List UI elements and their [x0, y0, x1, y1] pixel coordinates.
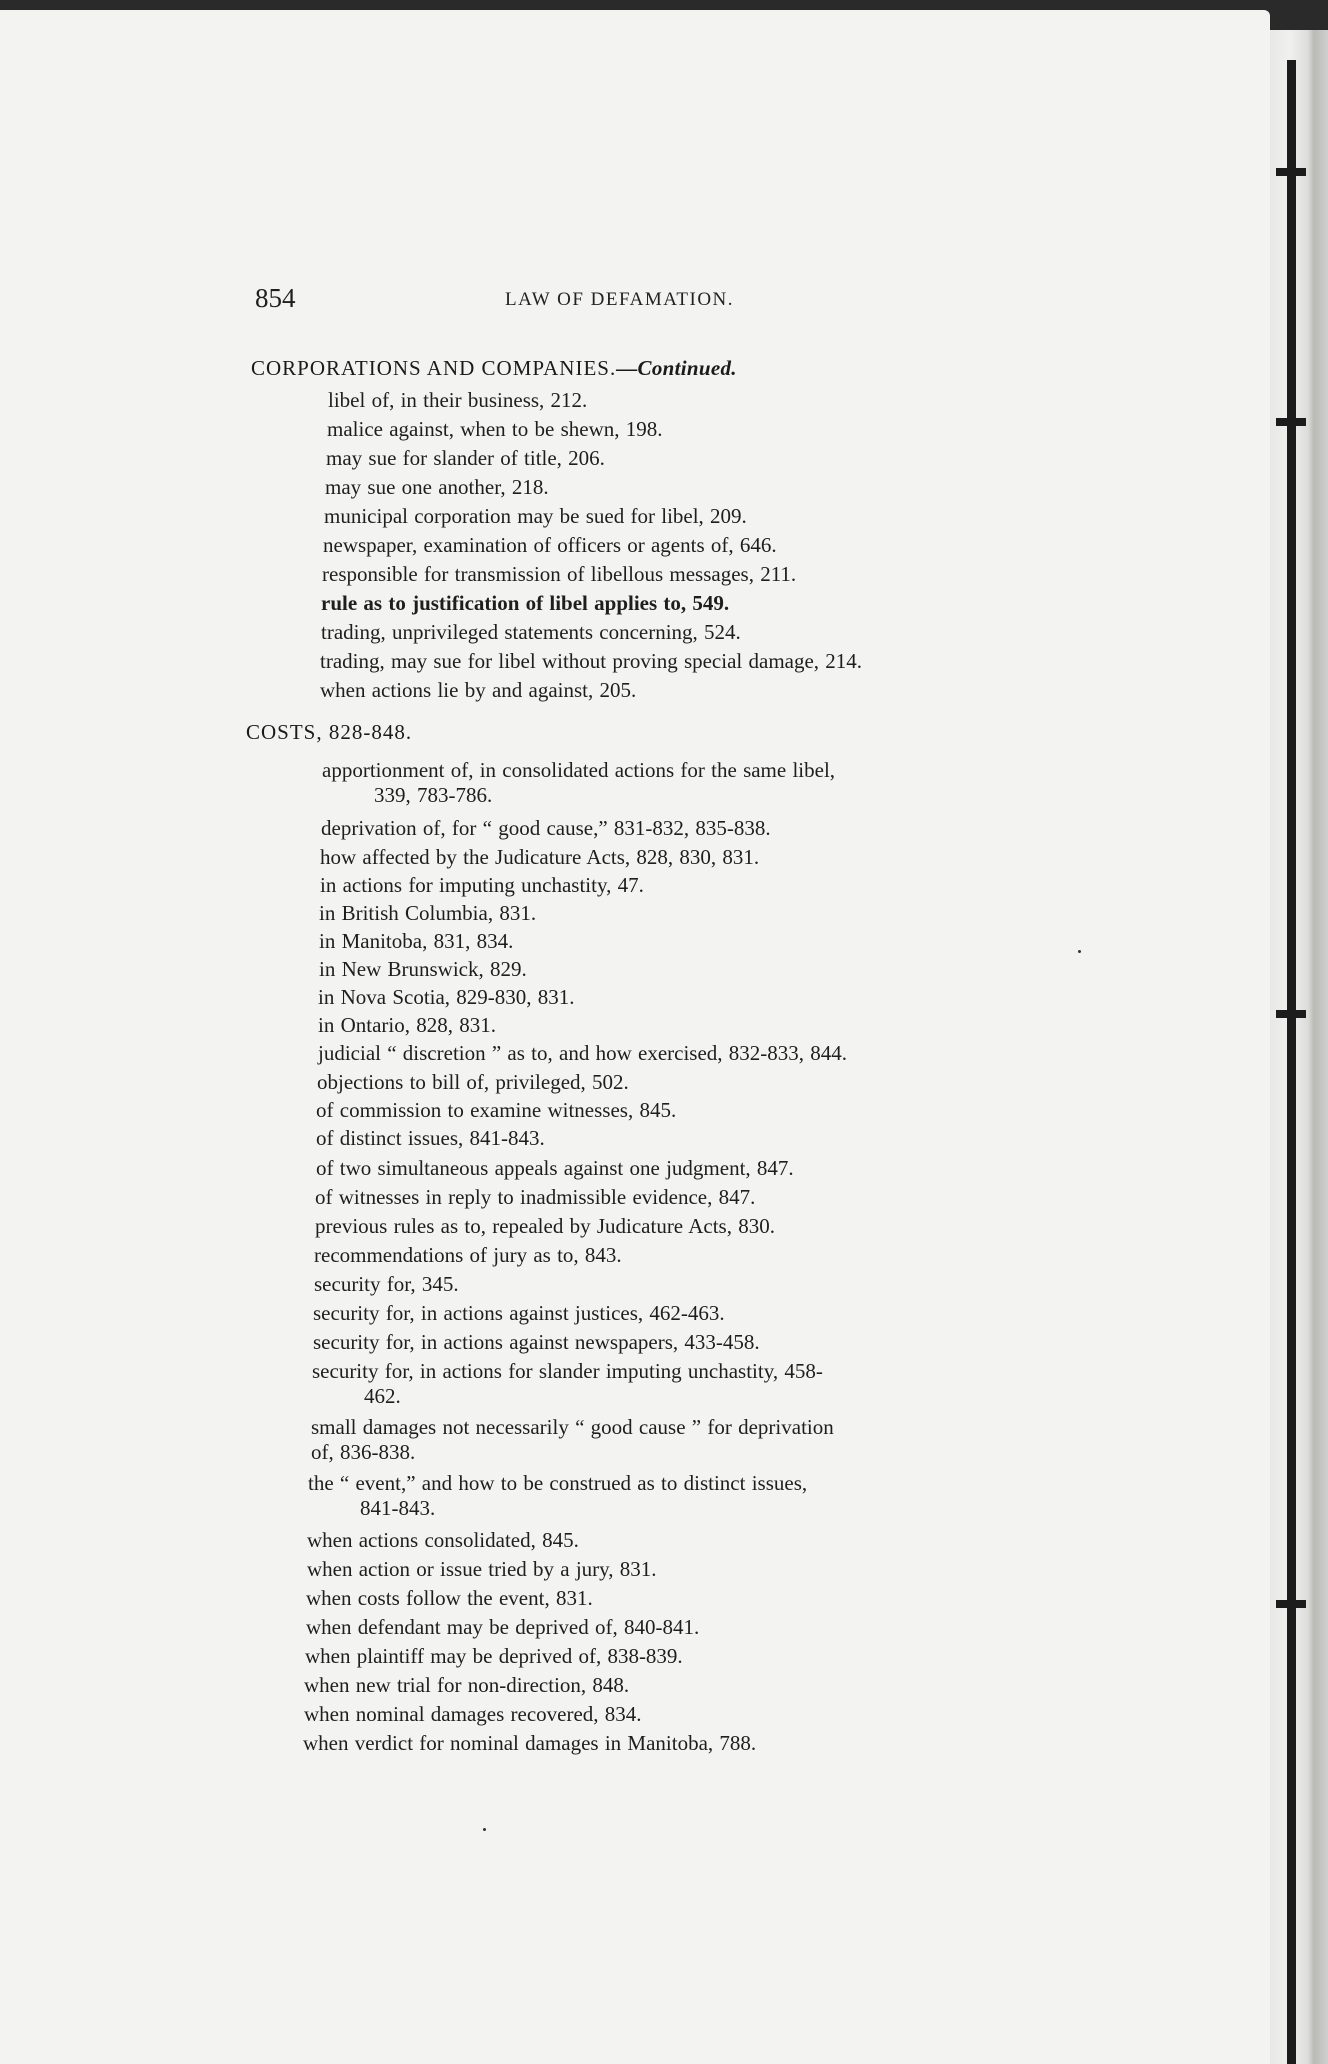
index-entry: deprivation of, for “ good cause,” 831-832, 835-838.: [321, 816, 771, 840]
running-head: [0, 283, 1270, 323]
index-entry: of distinct issues, 841-843.: [316, 1126, 545, 1150]
index-entry: [312, 1359, 823, 1409]
index-entry: security for, in actions against newspapers, 433-458.: [313, 1330, 760, 1354]
index-entry: when new trial for non-direction, 848.: [304, 1673, 630, 1697]
index-entry: when defendant may be deprived of, 840-841.: [306, 1615, 700, 1639]
ink-speck: [483, 1828, 486, 1831]
index-entry: malice against, when to be shewn, 198.: [327, 417, 663, 441]
running-title: LAW OF DEFAMATION.: [505, 289, 735, 310]
index-entry: objections to bill of, privileged, 502.: [317, 1070, 629, 1094]
index-entry: security for, 345.: [314, 1272, 459, 1296]
index-entry: may sue one another, 218.: [325, 475, 549, 499]
index-entry: when verdict for nominal damages in Manitoba, 788.: [303, 1731, 757, 1755]
index-entry: in New Brunswick, 829.: [319, 957, 527, 981]
index-entry: [308, 1471, 807, 1521]
continued-label: —Continued.: [616, 356, 737, 380]
index-entry: in Manitoba, 831, 834.: [319, 929, 514, 953]
entry-continuation: 841-843.: [360, 1496, 436, 1520]
book-spine: [1270, 30, 1328, 2064]
index-entry: when action or issue tried by a jury, 831.: [307, 1557, 657, 1581]
index-entry: may sue for slander of title, 206.: [326, 446, 605, 470]
index-entry: how affected by the Judicature Acts, 828, 830, 831.: [320, 845, 760, 869]
entry-continuation: 462.: [364, 1384, 401, 1408]
spine-band: [1276, 1600, 1306, 1608]
index-entry: recommendations of jury as to, 843.: [314, 1243, 622, 1267]
index-entry: security for, in actions against justices, 462-463.: [313, 1301, 725, 1325]
index-entry: of two simultaneous appeals against one judgment, 847.: [316, 1156, 794, 1180]
index-entry: municipal corporation may be sued for libel, 209.: [324, 504, 747, 528]
index-entry: responsible for transmission of libellous messages, 211.: [322, 562, 797, 586]
index-entry: in actions for imputing unchastity, 47.: [320, 873, 644, 897]
index-entry: judicial “ discretion ” as to, and how exercised, 832-833, 844.: [318, 1041, 848, 1065]
entry-continuation: of, 836-838.: [311, 1440, 416, 1464]
index-entry: when costs follow the event, 831.: [306, 1586, 593, 1610]
spine-band: [1276, 1010, 1306, 1018]
index-entry: when plaintiff may be deprived of, 838-839.: [305, 1644, 683, 1668]
index-entry: in British Columbia, 831.: [319, 901, 537, 925]
section-heading-costs: COSTS, 828-848.: [246, 720, 413, 744]
index-entry: when nominal damages recovered, 834.: [304, 1702, 642, 1726]
entry-text: the “ event,” and how to be construed as to distinct issues,: [308, 1471, 808, 1495]
section-heading-corporations: [251, 356, 737, 381]
index-entry: [311, 1415, 834, 1465]
ink-speck: [1078, 950, 1081, 953]
index-entry: in Ontario, 828, 831.: [318, 1013, 496, 1037]
index-entry: when actions lie by and against, 205.: [320, 678, 637, 702]
entry-text: security for, in actions for slander imputing unchastity, 458-: [312, 1359, 823, 1383]
heading-text: CORPORATIONS AND COMPANIES.: [251, 356, 617, 380]
entry-text: apportionment of, in consolidated actions for the same libel,: [322, 758, 836, 782]
index-entry: libel of, in their business, 212.: [328, 388, 588, 412]
spine-binding-line: [1287, 60, 1296, 2064]
entry-text: small damages not necessarily “ good cause ” for deprivation: [311, 1415, 834, 1439]
index-entry: of commission to examine witnesses, 845.: [316, 1098, 677, 1122]
entry-continuation: 339, 783-786.: [374, 783, 493, 807]
index-entry: in Nova Scotia, 829-830, 831.: [318, 985, 575, 1009]
index-entry: trading, may sue for libel without proving special damage, 214.: [320, 649, 863, 673]
spine-band: [1276, 168, 1306, 176]
index-entry: of witnesses in reply to inadmissible evidence, 847.: [315, 1185, 756, 1209]
index-entry: [322, 758, 835, 808]
page-number: 854: [255, 283, 296, 313]
index-entry: rule as to justification of libel applies to, 549.: [321, 591, 730, 615]
index-entry: trading, unprivileged statements concerning, 524.: [321, 620, 741, 644]
index-entry: previous rules as to, repealed by Judicature Acts, 830.: [315, 1214, 775, 1238]
spine-band: [1276, 418, 1306, 426]
index-entry: when actions consolidated, 845.: [307, 1528, 579, 1552]
index-entry: newspaper, examination of officers or agents of, 646.: [323, 533, 777, 557]
